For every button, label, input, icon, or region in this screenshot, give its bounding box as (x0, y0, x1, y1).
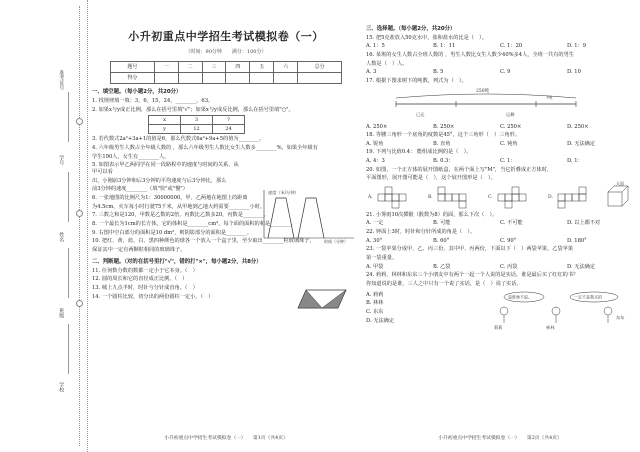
child-icon (604, 307, 612, 315)
score-header-cell: 一 (154, 62, 178, 73)
score-cell[interactable] (298, 73, 342, 84)
parallelogram-figure (296, 288, 348, 310)
question-8: 8. 一个最长为1cm的长方体，它的体积是________cm³，每个面的面积的和是________。 (92, 221, 297, 227)
children-illustration (486, 289, 632, 331)
label-class: 班级 (58, 308, 65, 318)
name-lili: 莉莉 (494, 325, 503, 331)
option[interactable]: C. 1：20 (500, 43, 523, 50)
option[interactable]: A. 莉莉 (366, 291, 384, 298)
judge-13: 13. 城上九点半时，时针与分针成直角。（ ） (92, 284, 198, 291)
net-option-a[interactable]: A. (368, 194, 373, 200)
option[interactable]: A. 4：3 (366, 157, 385, 164)
name-linlin: 林林 (546, 325, 555, 331)
option[interactable]: A. 30° (366, 237, 383, 244)
score-header-cell: 总分 (298, 62, 342, 73)
question-23: 23. 一袋苹果分成甲、乙、丙三份，其中甲、丙两份，下面以下（ ）两袋苹果，乙袋苹果 (366, 246, 574, 253)
label-name: 姓名 (58, 232, 65, 242)
option[interactable]: B. 1：11 (433, 43, 456, 50)
option[interactable]: B. 林林 (366, 300, 384, 307)
binding-hole-icon (76, 300, 83, 307)
options-23 (366, 264, 634, 271)
option[interactable]: C. 1： (500, 157, 516, 164)
speech-bubble-1: 是谁林不说。 (508, 294, 532, 300)
option[interactable]: C. 250× (500, 123, 522, 130)
option[interactable]: D. 1： (567, 157, 583, 164)
option[interactable]: C. 钝角 (500, 140, 518, 147)
question-16: 16. 某班的女生人数占全班人数的 ，男生人数比女生人数少40%多4人，全班一共有的男生 (366, 52, 574, 59)
label-student-id: 学号 (58, 155, 65, 165)
question-2: 2. 如果x与y成正比例，那么在括号里填"√"；如果x与y成反比例，那么在括号里填"○"。 (92, 106, 294, 113)
xy-cell: ? (213, 116, 245, 125)
question-4: 4. 六年级男生人数占全年级人数的 ，那么六年级男生人数比女生人数多________%，如果全年级有 (92, 145, 318, 151)
question-9: 9. 右图中空白部分的面积是10 dm²，则阴影部分的面积是________。 (92, 229, 253, 236)
question-6-cont: 为4.5cm，火车每小时行驶75千米，从甲地到乙地大约需要________小时。 (92, 203, 266, 210)
judge-11: 11. 任何数分数的数都一定小于它本身。（ ） (92, 267, 198, 274)
speech-bubble-2: 一定不是我买的 (574, 294, 602, 300)
section-choice: 三、选择题。（每小题2分，共20分） (366, 26, 456, 32)
judge-12: 12. 圆的周长和它的直径成正比例。（ ） (92, 276, 188, 283)
question-19: 19. 下列与比值0.4： 能组成比例的是（ ）。 (366, 149, 472, 156)
option[interactable]: B. 60° (433, 237, 450, 244)
options-24 (366, 289, 486, 331)
binding-hole-icon (76, 210, 83, 217)
question-20-cont: 平面图形，展开图可能是（ ），这个展开图形是（ ）。 (366, 175, 496, 182)
score-cell[interactable] (154, 73, 178, 84)
score-cell[interactable] (202, 73, 226, 84)
judge-14: 14. 一个圆柱比较，切分出的两份圆柱一定小。（ ） (92, 293, 214, 300)
score-header-cell: 三 (202, 62, 226, 73)
options-18 (366, 141, 634, 148)
graph-y-label: 速度（米/分钟） (268, 190, 299, 195)
xy-cell: 12 (181, 125, 213, 134)
option[interactable]: A. 1：5 (366, 43, 385, 50)
section-fill-blank: 一、填空题。（每小题2分，共20分） (92, 89, 182, 95)
name-dongdong: 东东 (616, 315, 625, 321)
option[interactable]: A. 250× (366, 123, 388, 130)
net-option-d[interactable]: D. (548, 194, 553, 200)
graph-x-label: 时间（分钟） (324, 239, 348, 244)
question-24-cont: 你知道说的是谁，三人之中只有一个说了实话，是（ ）说了实话。 (366, 280, 522, 287)
score-header-cell: 题号 (111, 62, 155, 73)
score-header-cell: 四 (226, 62, 250, 73)
option[interactable]: C. 9 (500, 69, 511, 76)
question-5-cont: 出，小刚前3分钟和后3分钟的平均速度与后3分钟比，那么 (92, 177, 227, 184)
fill-line[interactable] (68, 324, 69, 374)
option[interactable]: D. 10 (567, 69, 581, 76)
options-15 (366, 43, 634, 50)
exam-subtitle: （时间：90分钟 满分：100分） (185, 48, 267, 55)
xy-cell: 3 (181, 116, 213, 125)
score-row-label: 得分 (111, 73, 155, 84)
page-2 (366, 4, 634, 448)
option[interactable]: D. 以上都不对 (567, 220, 601, 227)
child-icon (500, 307, 508, 315)
page-1 (92, 4, 360, 448)
exam-title: 小升初重点中学招生考试模拟卷（一） (128, 30, 324, 43)
question-16-cont: 人数是（ ）人。 (366, 60, 408, 67)
question-15: 15. 把5克盐放入50克水中，盐和盐水的比是（ ）。 (366, 34, 487, 41)
options-19 (366, 158, 634, 165)
option[interactable]: D. 1：9 (567, 43, 587, 50)
score-table (110, 61, 342, 84)
question-4-cont: 学生190人，女生有________人。 (92, 153, 170, 160)
option[interactable]: A. 锐角 (366, 140, 384, 147)
net-option-c[interactable]: C. (488, 194, 493, 200)
options-16 (366, 69, 634, 76)
fill-line[interactable] (68, 172, 69, 222)
fold-line (79, 6, 80, 446)
diagram-total: 250吨 (476, 88, 490, 94)
binding-hole-icon (76, 118, 83, 125)
cube-label: 天面 (616, 180, 624, 186)
question-7: 7. 三数之和是120，甲数是乙数的2倍，丙数比乙数多20，丙数是________。 (92, 212, 269, 219)
label-school: 学校 (58, 382, 65, 392)
question-20: 20. 如图，一个正方体的展开图纸盒，在两个面上写"M"，当它折叠成正方体时， (366, 166, 552, 173)
question-1: 1. 找规律填一填：3，6，15，24，________，63。 (92, 97, 214, 104)
option[interactable]: A. 甲袋 (366, 263, 384, 270)
diagram-used: 已运 (416, 111, 425, 117)
question-3: 3. 若代数式2a²+3a+1的值是6，那么代数式6a²+9a+5的值为________。 (92, 136, 265, 143)
line-segment-diagram (386, 86, 586, 122)
question-5-cont2: 前3分钟的速度________（填"快"或"慢"） (92, 186, 188, 193)
score-header-cell: 二 (178, 62, 202, 73)
fill-line[interactable] (68, 248, 69, 298)
question-10-cont: 保证其中一定有两颗粒相同的玻璃珠子。 (92, 247, 186, 254)
page-footer: 小升初重点中学招生考试模拟卷（一） 第2页（共4页） (438, 436, 562, 442)
diagram-rest: 运剩 (506, 111, 515, 117)
score-cell[interactable] (178, 73, 202, 84)
option[interactable]: C. 丙袋 (500, 263, 518, 270)
option[interactable]: B. 250× (433, 123, 455, 130)
options-22 (366, 238, 634, 245)
score-header-cell: 五 (250, 62, 274, 73)
option[interactable]: D. 无法确定 (567, 140, 596, 147)
option[interactable]: D. 180° (567, 237, 587, 244)
speed-time-graph (258, 186, 358, 244)
cube-net-figures (366, 180, 634, 210)
net-option-b[interactable]: B. (428, 194, 433, 200)
question-18: 18. 等腰三角形一个底角的度数是45°，这个三角形（ ）三角形。 (366, 132, 520, 139)
question-17: 17. 根据下图求树下的吨数，列式为（ ）。 (366, 78, 467, 84)
option[interactable]: C. 90° (500, 237, 517, 244)
option[interactable]: A. 3 (366, 69, 377, 76)
score-cell[interactable] (274, 73, 298, 84)
label-exam-number: 准考证号 (58, 70, 65, 90)
option[interactable]: D. 250× (567, 123, 589, 130)
question-23-cont: 第一袋重量。 (366, 255, 398, 261)
xy-cell: y (149, 125, 181, 134)
score-cell[interactable] (250, 73, 274, 84)
question-6: 6. 一张地图的比例尺为1：30000000，甲、乙两地在地图上的距离 (92, 194, 248, 201)
cube-icon (608, 180, 628, 206)
child-icon (552, 307, 560, 315)
xy-cell: 24 (213, 125, 245, 134)
diagram-x: ?吨 (546, 94, 553, 100)
option[interactable]: C. 东东 (366, 308, 384, 315)
options-21 (366, 220, 634, 227)
score-cell[interactable] (226, 73, 250, 84)
option[interactable]: B. 直角 (433, 140, 451, 147)
question-21: 21. 小雾雨10次掷骰（骰数为8）的面，那么下次（ ）。 (366, 211, 498, 218)
question-24: 24. 莉莉、林林和东东三个小朋友中有两个一起一个人说的是实话，谁是最后买了红红的书？ (366, 272, 579, 279)
score-header-cell: 六 (274, 62, 298, 73)
fill-line[interactable] (68, 92, 69, 142)
option[interactable]: B. 0.3： (433, 157, 454, 164)
xy-table (148, 115, 245, 134)
options-17 (366, 124, 634, 131)
binding-margin (0, 0, 88, 452)
option[interactable]: B. 5 (433, 69, 444, 76)
section-true-false: 二、判断题。（对的在括号里打"√"，错的打"×"，每小题2分，共8分） (92, 258, 262, 265)
option[interactable]: D. 无法确定 (366, 317, 395, 324)
option[interactable]: B. 乙袋 (433, 263, 451, 270)
option[interactable]: A. 一定 (366, 220, 384, 227)
question-22: 22. 钟面上3时，时针和分针所成的角是（ ）。 (366, 229, 476, 236)
question-5: 5. 如图表示甲乙两同学在同一段路程中的速度与时间的关系，从甲可以看 (92, 162, 239, 175)
xy-cell: x (149, 116, 181, 125)
option[interactable]: D. 无法确定 (567, 263, 596, 270)
option[interactable]: C. 不可能 (500, 220, 523, 227)
question-10: 10. 把红、黄、蓝、白、黑四种颜色的球各一个放入一个盒子里，至少取出________粒玻璃珠子， (92, 238, 315, 245)
page-footer: 小升初重点中学招生考试模拟卷（一） 第1页（共4页） (164, 436, 288, 442)
option[interactable]: B. 可能 (433, 220, 451, 227)
